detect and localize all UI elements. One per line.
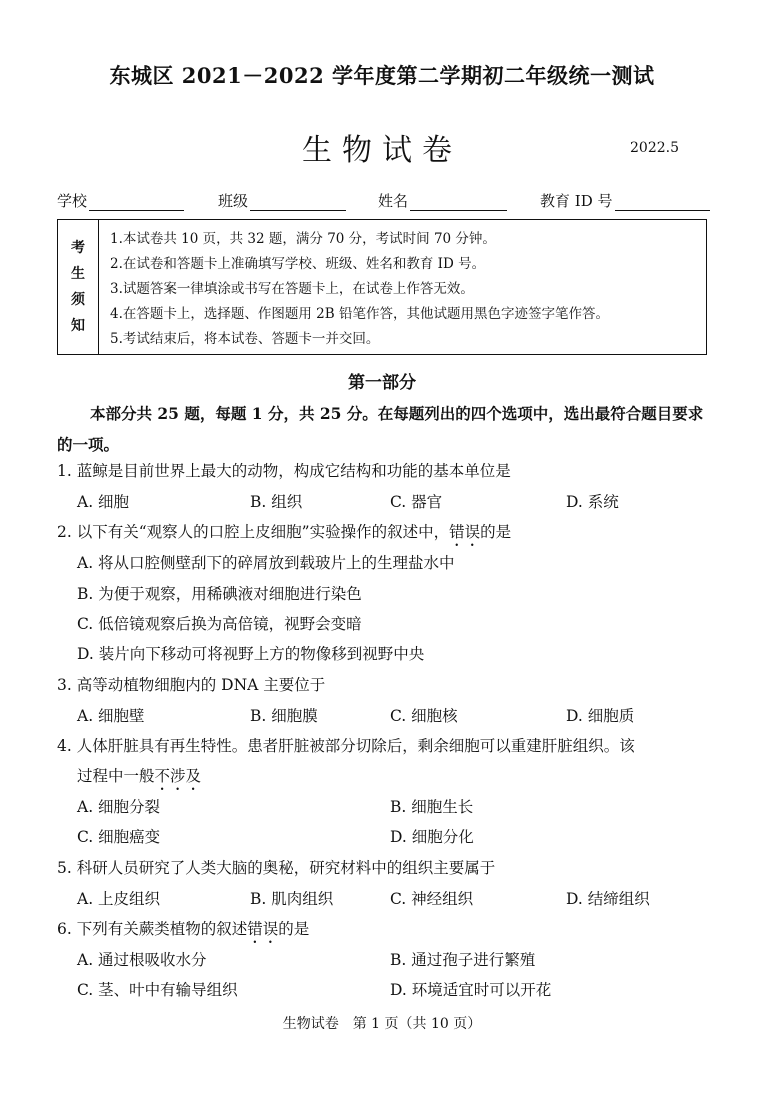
q1-option-d[interactable]: D. 系统 — [566, 493, 619, 511]
q1-option-a[interactable]: A. 细胞 — [77, 493, 130, 511]
school-field[interactable] — [57, 190, 184, 211]
q2-option-c[interactable]: C. 低倍镜观察后换为高倍镜，视野会变暗 — [77, 615, 362, 633]
q6-option-a[interactable]: A. 通过根吸收水分 — [77, 951, 207, 969]
q1-option-b[interactable]: B. 组织 — [250, 493, 303, 511]
question-3-stem: 3. 高等动植物细胞内的 DNA 主要位于 — [57, 676, 326, 694]
notice-item: 4.在答题卡上，选择题、作图题用 2B 铅笔作答，其他试题用黑色字迹签字笔作答。 — [110, 306, 609, 322]
q3-option-b[interactable]: B. 细胞膜 — [250, 707, 318, 725]
q6-option-b[interactable]: B. 通过孢子进行繁殖 — [390, 951, 536, 969]
question-6-stem: 6. 下列有关蕨类植物的叙述错误的是 — [57, 920, 310, 938]
q4-option-d[interactable]: D. 细胞分化 — [390, 828, 474, 846]
emphasis-mark: 错误 — [449, 523, 481, 541]
q2-option-b[interactable]: B. 为便于观察，用稀碘液对细胞进行染色 — [77, 585, 362, 603]
name-field[interactable] — [378, 190, 507, 211]
q5-option-b[interactable]: B. 肌肉组织 — [250, 890, 334, 908]
question-2-stem: 2. 以下有关“观察人的口腔上皮细胞”实验操作的叙述中，错误的是 — [57, 523, 512, 541]
q2-option-a[interactable]: A. 将从口腔侧壁刮下的碎屑放到载玻片上的生理盐水中 — [77, 554, 455, 572]
q5-option-d[interactable]: D. 结缔组织 — [566, 890, 650, 908]
q4-option-a[interactable]: A. 细胞分裂 — [77, 798, 161, 816]
q5-option-a[interactable]: A. 上皮组织 — [77, 890, 161, 908]
exam-title: 东城区 2021－2022 学年度第二学期初二年级统一测试 — [109, 63, 655, 88]
notice-item: 3.试题答案一律填涂或书写在答题卡上，在试卷上作答无效。 — [110, 281, 474, 297]
q3-option-d[interactable]: D. 细胞质 — [566, 707, 635, 725]
name-label: 姓名 — [378, 192, 409, 210]
q6-option-d[interactable]: D. 环境适宜时可以开花 — [390, 981, 552, 999]
subject-title: 生物试卷 — [302, 133, 462, 168]
question-1-stem: 1. 蓝鲸是目前世界上最大的动物，构成它结构和功能的基本单位是 — [57, 462, 511, 480]
class-label: 班级 — [218, 192, 249, 210]
exam-notice-box — [57, 219, 707, 355]
exam-date: 2022.5 — [630, 140, 679, 156]
q3-option-c[interactable]: C. 细胞核 — [390, 707, 458, 725]
notice-list — [110, 227, 609, 352]
emphasis-mark: 不涉及 — [154, 767, 202, 785]
question-4-stem: 4. 人体肝脏具有再生特性。患者肝脏被部分切除后，剩余细胞可以重建肝脏组织。该 — [57, 737, 635, 755]
question-4-stem-cont: 过程中一般不涉及 — [77, 767, 202, 785]
q6-option-c[interactable]: C. 茎、叶中有输导组织 — [77, 981, 238, 999]
id-label: 教育 ID 号 — [540, 192, 613, 210]
notice-item: 5.考试结束后，将本试卷、答题卡一并交回。 — [110, 331, 380, 347]
emphasis-mark: 错误 — [247, 920, 279, 938]
q5-option-c[interactable]: C. 神经组织 — [390, 890, 474, 908]
section-instructions: 本部分共 25 题，每题 1 分，共 25 分。在每题列出的四个选项中，选出最符合题目要求的一项。 — [57, 404, 704, 454]
school-label: 学校 — [57, 192, 88, 210]
notice-item: 1.本试卷共 10 页，共 32 题，满分 70 分，考试时间 70 分钟。 — [110, 231, 496, 247]
class-field[interactable] — [218, 190, 346, 211]
q3-option-a[interactable]: A. 细胞壁 — [77, 707, 145, 725]
section-title: 第一部分 — [348, 373, 416, 393]
id-field[interactable] — [540, 190, 710, 211]
question-5-stem: 5. 科研人员研究了人类大脑的奥秘，研究材料中的组织主要属于 — [57, 859, 496, 877]
q4-option-c[interactable]: C. 细胞癌变 — [77, 828, 161, 846]
q4-option-b[interactable]: B. 细胞生长 — [390, 798, 474, 816]
q2-option-d[interactable]: D. 装片向下移动可将视野上方的物像移到视野中央 — [77, 645, 425, 663]
notice-heading: 考 生 须 知 — [58, 220, 99, 354]
q1-option-c[interactable]: C. 器官 — [390, 493, 443, 511]
notice-item: 2.在试卷和答题卡上准确填写学校、班级、姓名和教育 ID 号。 — [110, 256, 486, 272]
page-footer: 生物试卷 第 1 页（共 10 页） — [282, 1016, 482, 1032]
